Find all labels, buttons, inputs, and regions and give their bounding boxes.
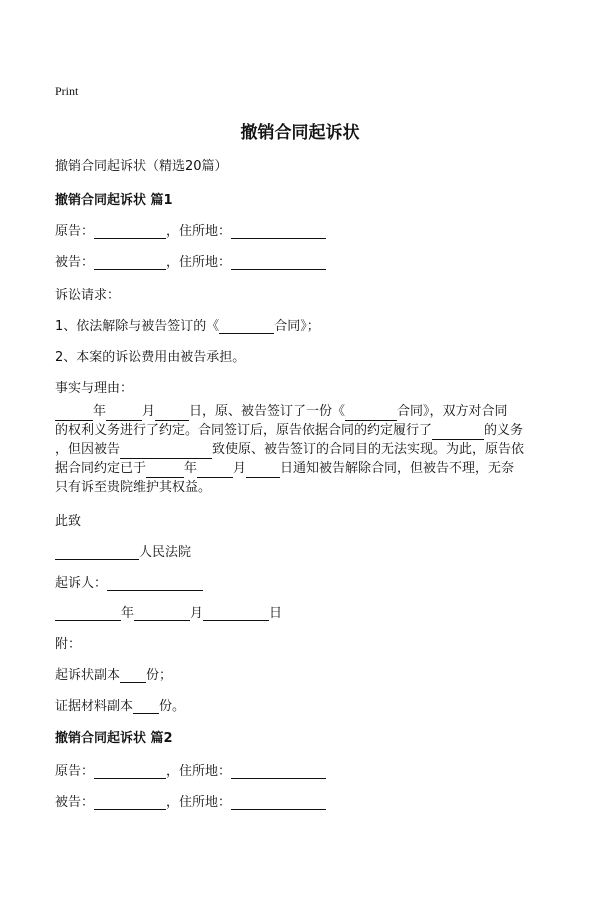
facts-line-1 [55,402,547,421]
print-label[interactable]: Print [55,84,79,98]
contract-blank [219,319,274,334]
month-text: 月 [142,404,156,419]
document-title: 撤销合同起诉状 [240,123,360,143]
claims-label: 诉讼请求： [55,288,121,303]
facts-text: 日通知被告解除合同，但被告不理，无奈 [280,461,515,476]
address-label: ，住所地： [166,764,232,779]
claim-1 [55,315,320,334]
address-label: ，住所地： [166,224,232,239]
claim-2: 2、本案的诉讼费用由被告承担。 [55,350,246,365]
attach-label: 附： [55,637,82,652]
facts-line-2 [55,421,547,440]
facts-line-4 [55,459,547,478]
contract-blank [345,406,397,421]
year-blank [55,406,93,421]
facts-text: 致使原、被告签订的合同目的无法实现。为此，原告依 [212,442,525,457]
plaintiff-label: 原告： [55,224,95,239]
year-blank [55,606,121,621]
plaintiff-line [55,220,326,239]
reason-blank [120,444,212,459]
day-blank [155,406,189,421]
facts-line-5 [55,478,547,497]
month-text: 月 [190,606,204,621]
section2-heading: 撤销合同起诉状 篇2 [55,731,173,746]
claim1-suffix: 合同》； [274,319,320,334]
copies-blank [120,668,146,683]
attach1-prefix: 起诉状副本 [55,668,121,683]
facts-text: ，但因被告 [55,442,121,457]
defendant-label: 被告： [55,255,95,270]
year-blank [146,463,184,478]
address-label: ，住所地： [166,255,232,270]
date-line [55,602,282,621]
facts-text: 只有诉至贵院维护其权益。 [55,480,212,495]
copies-blank [133,699,159,714]
month-blank [134,606,190,621]
day-text: 日 [269,606,283,621]
facts-label: 事实与理由： [55,381,134,396]
attach2-suffix: 份。 [159,699,186,714]
defendant-label: 被告： [55,795,95,810]
month-blank [106,406,142,421]
defendant-blank [94,255,166,270]
court-blank [55,545,139,560]
section1-heading: 撤销合同起诉状 篇1 [55,193,173,208]
year-text: 年 [93,404,107,419]
month-text: 月 [233,461,247,476]
defendant-line-2 [55,791,326,810]
plaintiff-blank [94,764,166,779]
attach1-suffix: 份； [146,668,173,683]
address-blank [231,255,326,270]
facts-text: 日，原、被告签订了一份《 [189,404,346,419]
day-blank [246,463,280,478]
obligation-blank [432,425,484,440]
plaintiff-label: 原告： [55,764,95,779]
court-line [55,541,191,560]
to-label: 此致 [55,514,82,529]
year-text: 年 [121,606,135,621]
attachment-1 [55,664,172,683]
litigant-blank [107,576,203,591]
address-label: ，住所地： [166,795,232,810]
facts-text: 的义务 [484,423,524,438]
attachment-2 [55,695,185,714]
plaintiff-line-2 [55,760,326,779]
address-blank [231,764,326,779]
subtitle: 撤销合同起诉状（精选20篇） [55,159,228,174]
month-blank [197,463,233,478]
claim1-prefix: 1、依法解除与被告签订的《 [55,319,220,334]
address-blank [231,224,326,239]
facts-text: 合同》，双方对合同 [397,404,508,419]
defendant-blank [94,795,166,810]
plaintiff-blank [94,224,166,239]
defendant-line [55,251,326,270]
attach2-prefix: 证据材料副本 [55,699,134,714]
court-suffix: 人民法院 [139,545,192,560]
year-text: 年 [184,461,198,476]
day-blank [203,606,269,621]
address-blank [231,795,326,810]
facts-text: 据合同约定已于 [55,461,147,476]
litigant-line [55,572,203,591]
facts-line-3 [55,440,547,459]
litigant-label: 起诉人： [55,576,108,591]
facts-text: 的权利义务进行了约定。合同签订后，原告依据合同的约定履行了 [55,423,433,438]
facts-paragraph [55,402,547,497]
